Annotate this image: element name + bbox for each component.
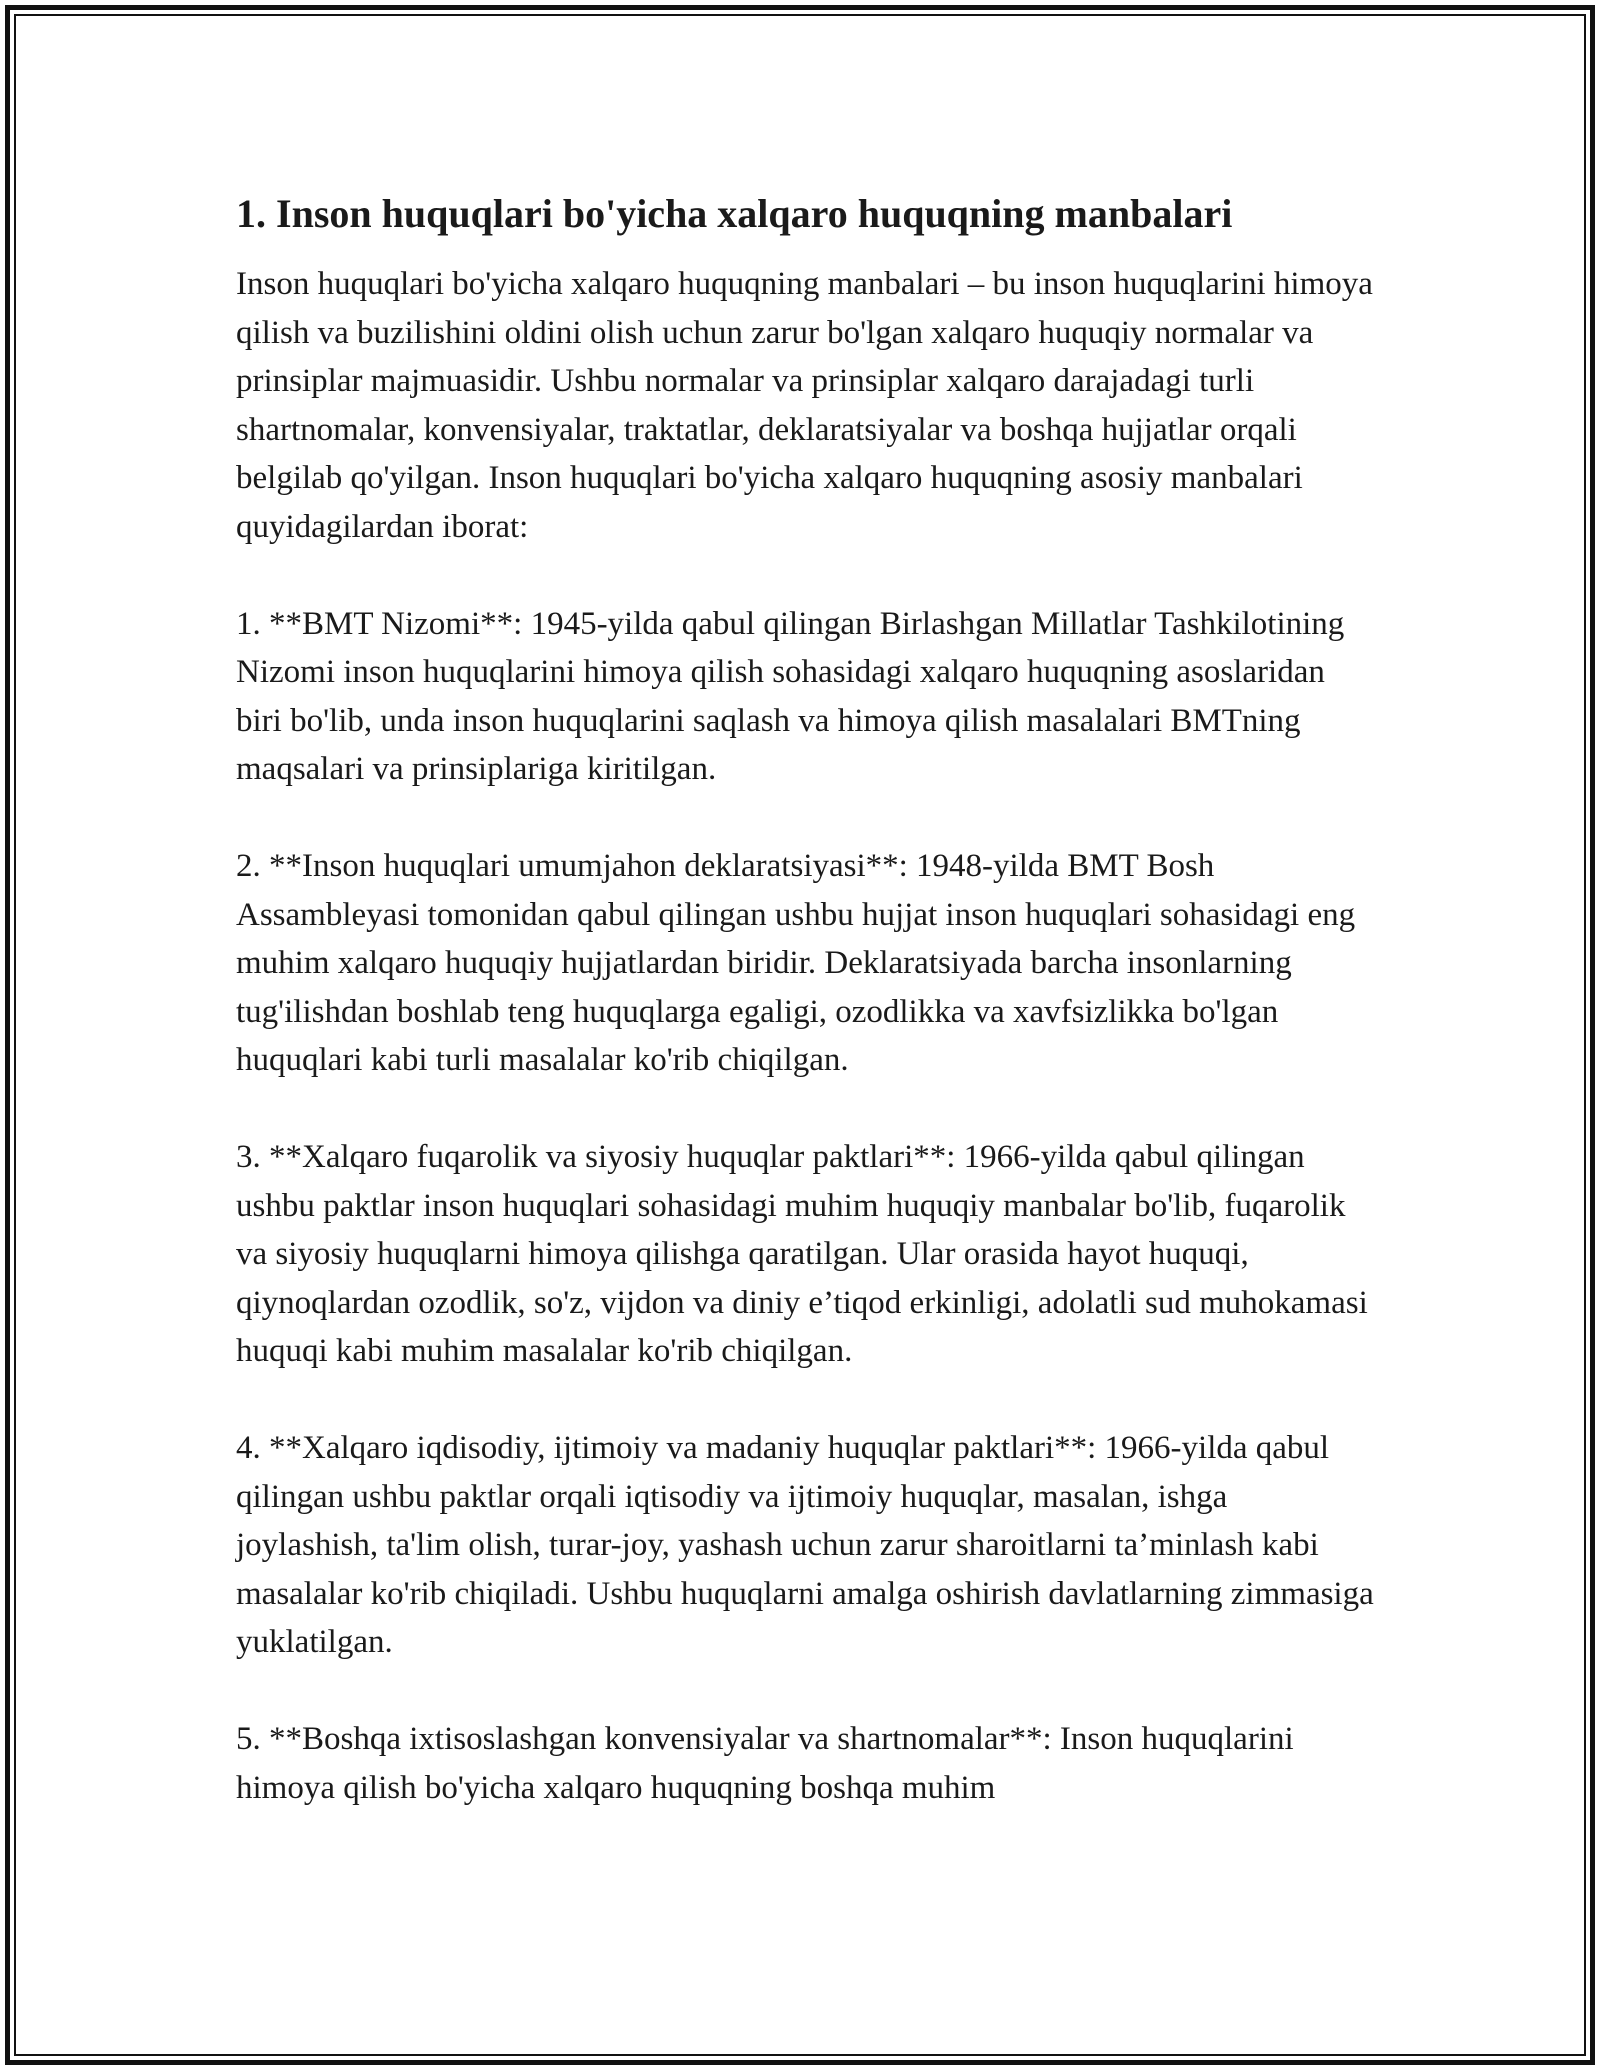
document-title: 1. Inson huquqlari bo'yicha xalqaro huquqning manbalari [236, 191, 1233, 236]
list-item-boshqa-konvensiyalar: 5. **Boshqa ixtisoslashgan konvensiyalar va shartnomalar**: Inson huquqlarini himoya qilish bo'yicha xalqaro huquqning boshqa muhim [236, 1721, 1294, 1806]
list-item-iqtisodiy-paktlari: 4. **Xalqaro iqdisodiy, ijtimoiy va madaniy huquqlar paktlari**: 1966-yilda qabul qilingan ushbu paktlar orqali iqtisodiy va ijtimoiy huquqlar, masalan, ishga joylashish, ta'lim olish, turar-joy, yashash uchun zarur sharoitlarni ta’minlash kabi masalalar ko'rib chiqiladi. Ushbu huquqlarni amalga oshirish davlatlarning zimmasiga yuklatilgan. [236, 1430, 1374, 1660]
list-item-umumjahon-deklaratsiya: 2. **Inson huquqlari umumjahon deklaratsiyasi**: 1948-yilda BMT Bosh Assambleyasi tomonidan qabul qilingan ushbu hujjat inson huquqlari sohasidagi eng muhim xalqaro huquqiy hujjatlardan biridir. Deklaratsiyada barcha insonlarning tug'ilishdan boshlab teng huquqlarga egaligi, ozodlikka va xavfsizlikka bo'lgan huquqlari kabi turli masalalar ko'rib chiqilgan. [236, 848, 1356, 1078]
intro-paragraph: Inson huquqlari bo'yicha xalqaro huquqning manbalari – bu inson huquqlarini himoya qilish va buzilishini oldini olish uchun zarur bo'lgan xalqaro huquqiy normalar va prinsiplar majmuasidir. Ushbu normalar va prinsiplar xalqaro darajadagi turli shartnomalar, konvensiyalar, traktatlar, deklaratsiyalar va boshqa hujjatlar orqali belgilab qo'yilgan. Inson huquqlari bo'yicha xalqaro huquqning asosiy manbalari quyidagilardan iborat: [236, 266, 1373, 545]
list-item-fuqarolik-paktlari: 3. **Xalqaro fuqarolik va siyosiy huquqlar paktlari**: 1966-yilda qabul qilingan ushbu paktlar inson huquqlari sohasidagi muhim huquqiy manbalar bo'lib, fuqarolik va siyosiy huquqlarni himoya qilishga qaratilgan. Ular orasida hayot huquqi, qiynoqlardan ozodlik, so'z, vijdon va diniy e’tiqod erkinligi, adolatli sud muhokamasi huquqi kabi muhim masalalar ko'rib chiqilgan. [236, 1139, 1368, 1369]
list-item-bmt-nizomi: 1. **BMT Nizomi**: 1945-yilda qabul qilingan Birlashgan Millatlar Tashkilotining Nizomi inson huquqlarini himoya qilish sohasidagi xalqaro huquqning asoslaridan biri bo'lib, unda inson huquqlarini saqlash va himoya qilish masalalari BMTning maqsalari va prinsiplariga kiritilgan. [236, 605, 1345, 787]
document-body [236, 188, 1376, 1812]
